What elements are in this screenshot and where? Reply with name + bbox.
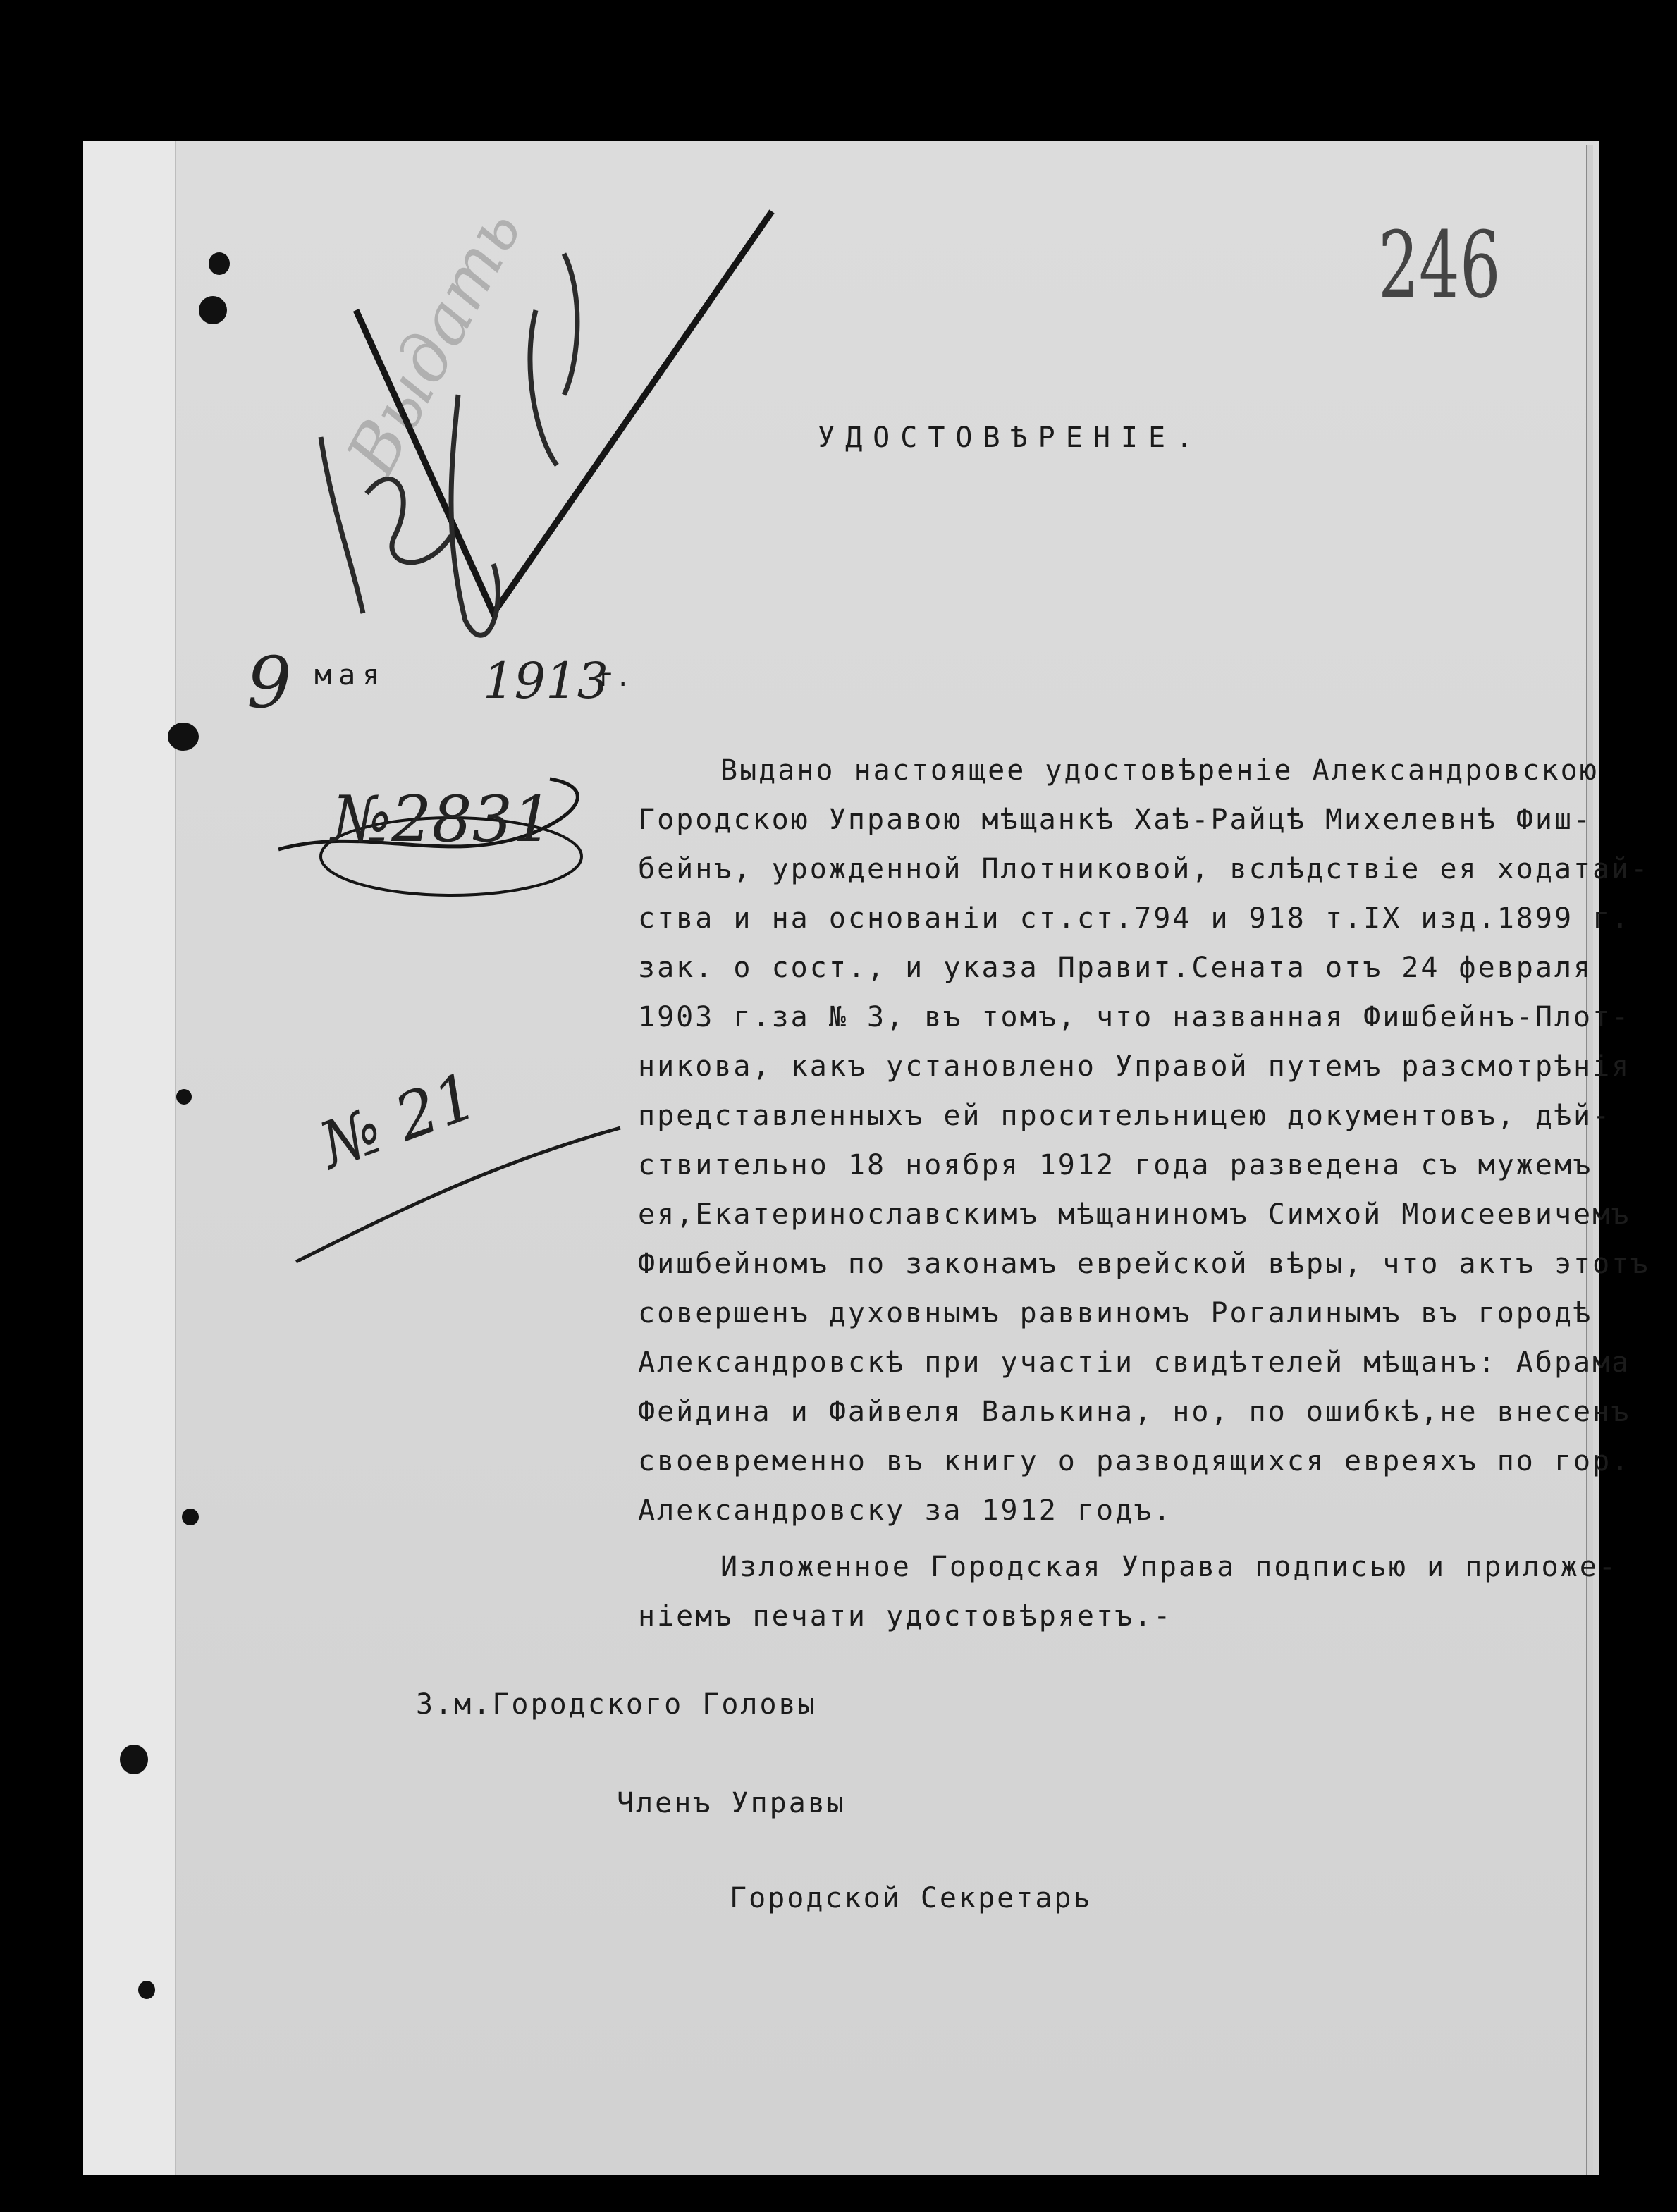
- body-line: Городскою Управою мѣщанкѣ Хаѣ-Райцѣ Михелевнѣ Фиш-: [638, 804, 1593, 836]
- body-line: Фишбейномъ по законамъ еврейской вѣры, что актъ этотъ: [638, 1248, 1650, 1280]
- body-line: ея,Екатеринославскимъ мѣщаниномъ Симхой Моисеевичемъ: [638, 1198, 1631, 1231]
- registration-number: №2831: [331, 782, 553, 856]
- body-line: совершенъ духовнымъ раввиномъ Рогалинымъ въ городѣ: [638, 1297, 1593, 1329]
- body-line: Александровску за 1912 годъ.: [638, 1494, 1173, 1527]
- body-line: зак. о сост., и указа Правит.Сената отъ 24 февраля: [638, 952, 1593, 984]
- closing-line: ніемъ печати удостовѣряетъ.-: [638, 1600, 1173, 1633]
- body-line: бейнъ, урожденной Плотниковой, вслѣдствіе ея ходатай-: [638, 853, 1650, 885]
- body-line: 1903 г.за № 3, въ томъ, что названная Фишбейнъ-Плот-: [638, 1001, 1631, 1033]
- body-line: Фейдина и Файвеля Валькина, но, по ошибкѣ,не внесенъ: [638, 1396, 1631, 1428]
- date-suffix: г.: [599, 664, 632, 692]
- margin-number: № 21: [310, 1058, 487, 1184]
- body-line: Выдано настоящее удостовѣреніе Александровскою: [720, 754, 1599, 787]
- body-line: представленныхъ ей просительницею документовъ, дѣй-: [638, 1100, 1612, 1132]
- date-month: мая: [314, 659, 387, 692]
- body-line: ства и на основаніи ст.ст.794 и 918 т.IX изд.1899 г.: [638, 902, 1631, 935]
- body-line: Александровскѣ при участіи свидѣтелей мѣщанъ: Абрама: [638, 1346, 1631, 1379]
- signature-secretary: Городской Секретарь: [730, 1882, 1093, 1915]
- body-line: своевременно въ книгу о разводящихся евреяхъ по гор.: [638, 1445, 1631, 1477]
- closing-line: Изложенное Городская Управа подписью и приложе-: [720, 1551, 1618, 1583]
- date-day: 9: [247, 641, 292, 724]
- signature-mayor-deputy: З.м.Городского Головы: [416, 1688, 817, 1721]
- resolution-mark: Выдать: [331, 195, 537, 489]
- body-line: ствительно 18 ноября 1912 года разведена съ мужемъ: [638, 1149, 1593, 1181]
- date-year: 1913: [483, 652, 609, 710]
- document-title: УДОСТОВѢРЕНІЕ.: [818, 422, 1204, 454]
- signature-board-member: Членъ Управы: [617, 1787, 846, 1819]
- archive-page-number: 246: [1378, 211, 1501, 319]
- body-line: никова, какъ установлено Управой путемъ разсмотрѣнія: [638, 1050, 1631, 1083]
